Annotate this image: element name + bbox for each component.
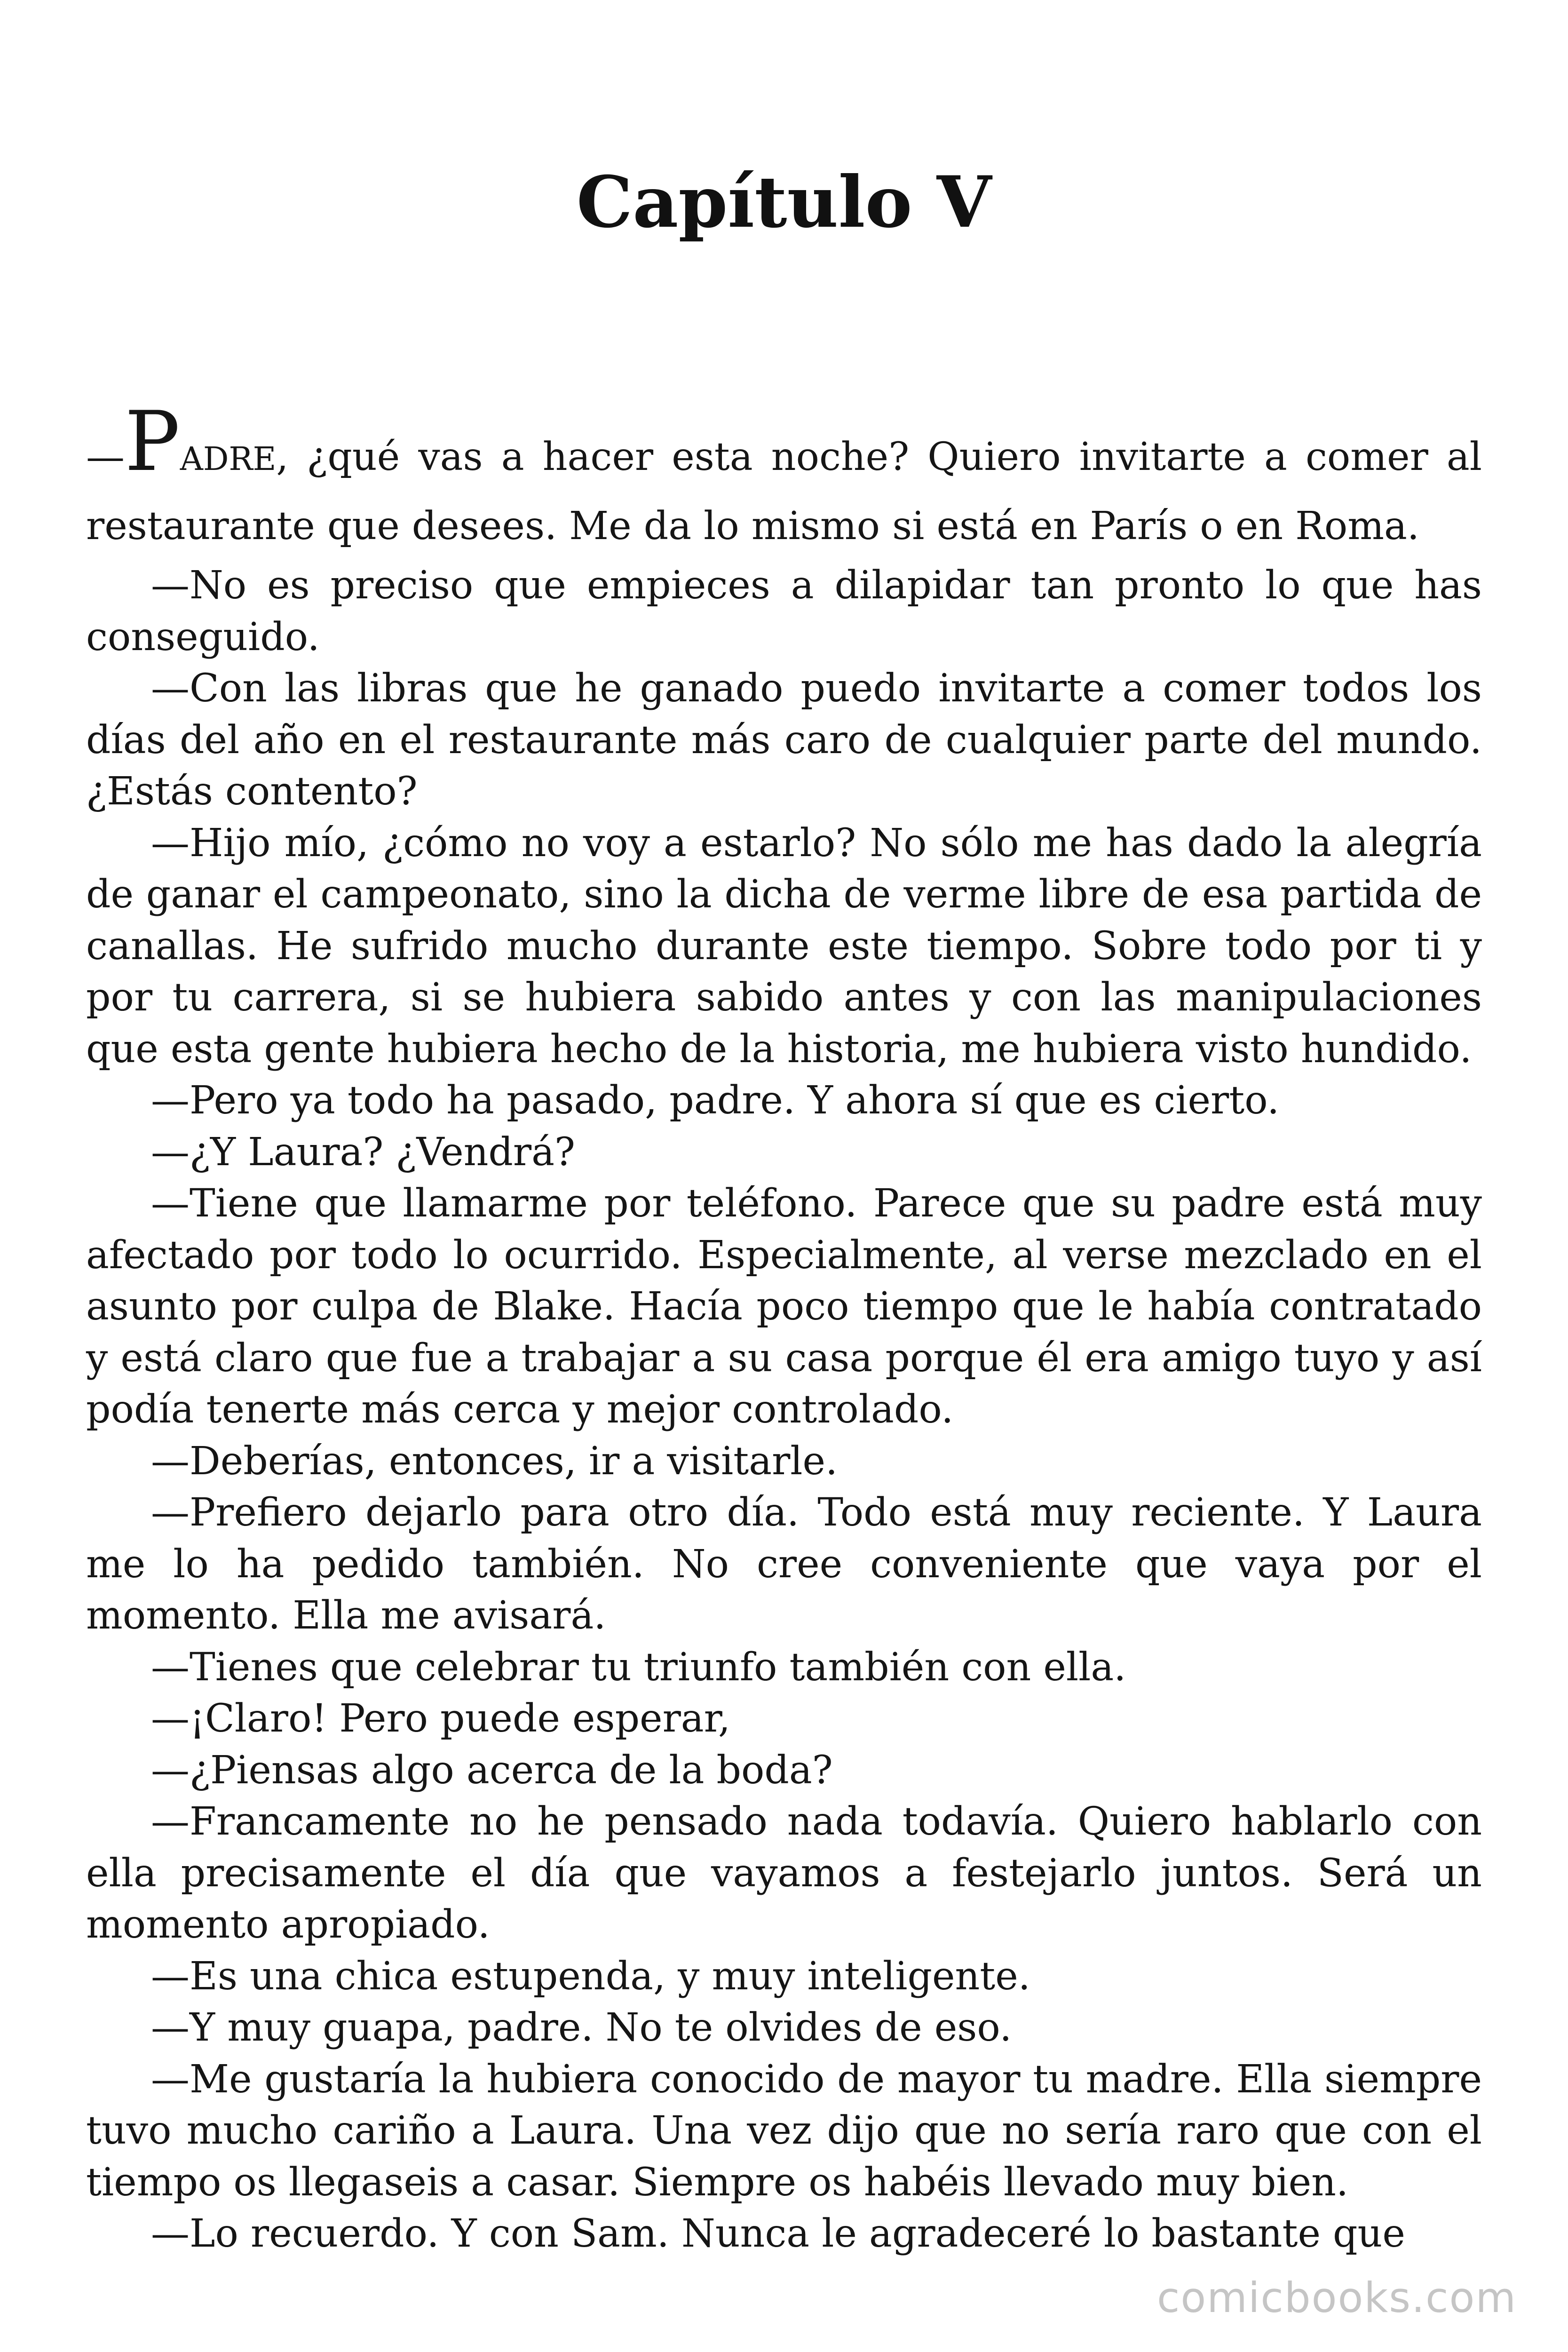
dialogue-paragraph: —Prefiero dejarlo para otro día. Todo está muy reciente. Y Laura me lo ha pedido también. No cree conveniente que vaya por el momento. Ella me avisará. [86, 1490, 1482, 1638]
dialogue-paragraph: —Pero ya todo ha pasado, padre. Y ahora sí que es cierto. [151, 1078, 1280, 1123]
dialogue-paragraph: —No es preciso que empieces a dilapidar tan pronto lo que has conseguido. [86, 563, 1482, 660]
chapter-text [86, 394, 1482, 2260]
dialogue-paragraph: —Deberías, entonces, ir a visitarle. [151, 1438, 838, 1484]
dialogue-paragraph: —Es una chica estupenda, y muy inteligente. [151, 1954, 1030, 1999]
dialogue-paragraph: —Me gustaría la hubiera conocido de mayor tu madre. Ella siempre tuvo mucho cariño a Laura. Una vez dijo que no sería raro que con el tiempo os llegaseis a casar. Siempre os habéis llevado muy bien. [86, 2057, 1482, 2205]
opening-dash: — [86, 435, 125, 479]
dialogue-paragraph: —Francamente no he pensado nada todavía. Quiero hablarlo con ella precisamente el día que vayamos a festejarlo juntos. Será un momento apropiado. [86, 1799, 1482, 1947]
dialogue-paragraph: —Tienes que celebrar tu triunfo también con ella. [151, 1645, 1126, 1690]
dialogue-paragraph: —¿Piensas algo acerca de la boda? [151, 1748, 833, 1793]
dialogue-paragraph: —Con las libras que he ganado puedo invitarte a comer todos los días del año en el restaurante más caro de cualquier parte del mundo. ¿Estás contento? [86, 666, 1482, 814]
chapter-title: Capítulo V [576, 161, 992, 244]
dialogue-paragraph: —Y muy guapa, padre. No te olvides de eso. [151, 2005, 1012, 2050]
watermark: comicbooks.com [1157, 2273, 1517, 2322]
dialogue-paragraph: —¡Claro! Pero puede esperar, [151, 1696, 730, 1741]
dialogue-paragraph: —Lo recuerdo. Y con Sam. Nunca le agradeceré lo bastante que [151, 2211, 1405, 2256]
drop-cap-letter: P [125, 394, 180, 490]
opening-paragraph [86, 394, 1482, 560]
dialogue-paragraph: —Hijo mío, ¿cómo no voy a estarlo? No sólo me has dado la alegría de ganar el campeonato, sino la dicha de verme libre de esa partida de canallas. He sufrido mucho durante este tiempo. Sobre todo por ti y por tu carrera, si se hubiera sabido antes y con las manipulaciones que esta gente hubiera hecho de la historia, me hubiera visto hundido. [86, 820, 1482, 1072]
dialogue-paragraph: —Tiene que llamarme por teléfono. Parece que su padre está muy afectado por todo lo ocurrido. Especialmente, al verse mezclado en el asunto por culpa de Blake. Hacía poco tiempo que le había contratado y está claro que fue a trabajar a su casa porque él era amigo tuyo y así podía tenerte más cerca y mejor controlado. [86, 1181, 1482, 1432]
opening-text: , ¿qué vas a hacer esta noche? Quiero invitarte a comer al restaurante que desees. Me da lo mismo si está en París o en Roma. [86, 435, 1482, 548]
opening-smallcaps: ADRE [180, 441, 277, 478]
dialogue-paragraph: —¿Y Laura? ¿Vendrá? [151, 1129, 575, 1175]
